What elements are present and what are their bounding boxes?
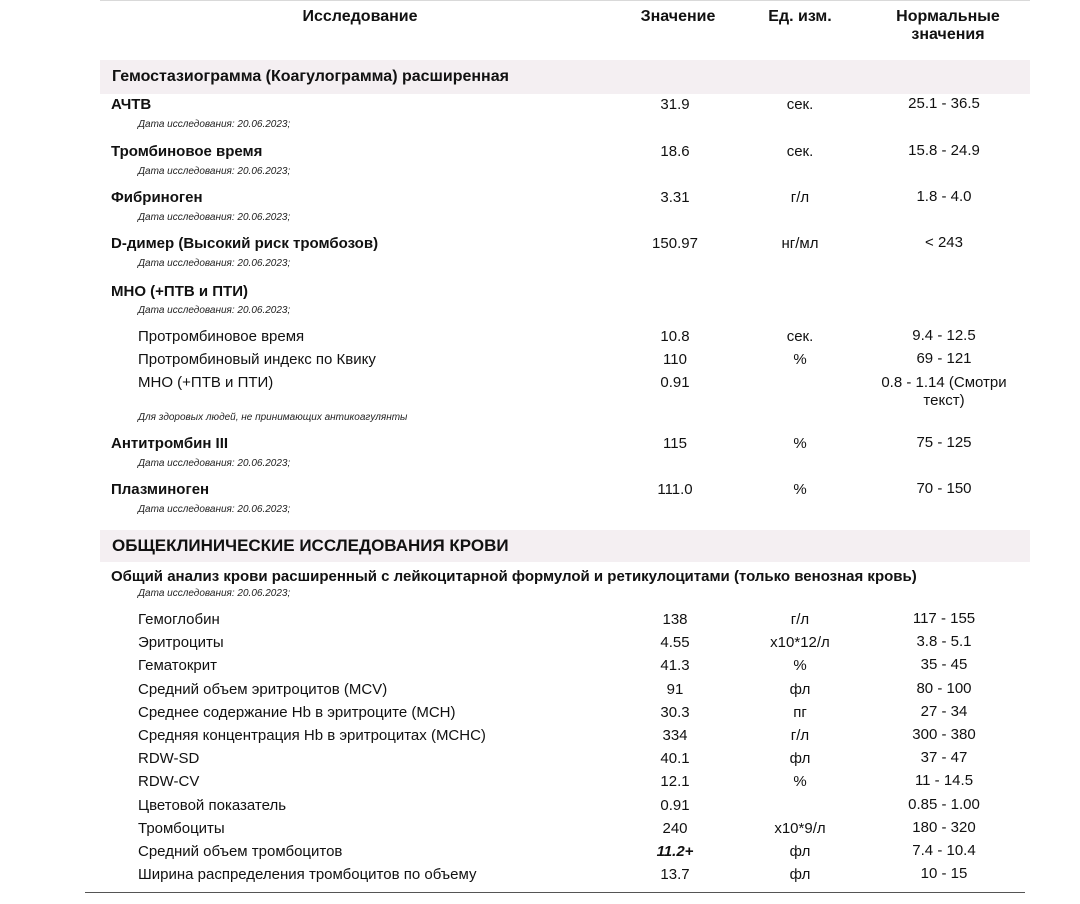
test-value: 10.8: [660, 328, 690, 345]
table-row: [0, 350, 1080, 370]
test-name: RDW-CV: [138, 773, 200, 790]
test-norm: 15.8 - 24.9: [908, 142, 980, 159]
table-row: [0, 610, 1080, 630]
test-unit: %: [793, 657, 807, 674]
study-date: Дата исследования: 20.06.2023;: [138, 258, 291, 269]
table-row: [0, 234, 1080, 254]
test-unit: %: [793, 773, 807, 790]
test-norm: 10 - 15: [920, 865, 968, 882]
column-header-unit: Ед. изм.: [768, 8, 832, 25]
test-value: 111.0: [657, 481, 693, 498]
test-unit: сек.: [786, 96, 814, 113]
test-norm: 35 - 45: [920, 656, 968, 673]
reference-note: Для здоровых людей, не принимающих антикоагулянты: [138, 412, 408, 423]
test-norm: 70 - 150: [916, 480, 972, 497]
test-norm: 180 - 320: [912, 819, 976, 836]
test-norm: 3.8 - 5.1: [916, 633, 972, 650]
test-norm: 1.8 - 4.0: [916, 188, 972, 205]
test-norm: 9.4 - 12.5: [912, 327, 976, 344]
test-value: 240: [662, 820, 688, 837]
test-value: 0.91: [660, 797, 690, 814]
table-row: [0, 772, 1080, 792]
table-row: [0, 95, 1080, 115]
test-value: 18.6: [660, 143, 690, 160]
test-value: 110: [663, 351, 687, 368]
test-unit: г/л: [790, 189, 810, 206]
table-row: [0, 142, 1080, 162]
table-row: [0, 188, 1080, 208]
test-norm: 37 - 47: [920, 749, 968, 766]
table-row: [0, 865, 1080, 885]
test-value: 31.9: [660, 96, 690, 113]
test-value: 4.55: [660, 634, 690, 651]
test-unit: сек.: [786, 143, 814, 160]
test-value: 41.3: [660, 657, 690, 674]
test-norm: 7.4 - 10.4: [912, 842, 976, 859]
table-row: [0, 633, 1080, 653]
test-name: Гематокрит: [138, 657, 217, 674]
test-unit: фл: [789, 866, 811, 883]
test-name: Антитромбин III: [111, 435, 229, 452]
test-norm: 75 - 125: [916, 434, 972, 451]
section-band-coagulogram: [100, 60, 1030, 94]
test-unit: %: [793, 481, 807, 498]
test-norm: 25.1 - 36.5: [908, 95, 980, 112]
test-norm: 27 - 34: [920, 703, 968, 720]
study-date: Дата исследования: 20.06.2023;: [138, 212, 291, 223]
table-row: [0, 373, 1080, 409]
table-row: [0, 703, 1080, 723]
test-name: Средняя концентрация Hb в эритроцитах (MCHC): [138, 727, 486, 744]
test-value: 40.1: [660, 750, 690, 767]
test-name: D-димер (Высокий риск тромбозов): [111, 235, 379, 252]
table-row: [0, 680, 1080, 700]
test-unit: пг: [793, 704, 807, 721]
test-unit: х10*12/л: [770, 634, 830, 651]
table-row: [0, 480, 1080, 500]
table-row: [0, 327, 1080, 347]
test-value: 138: [662, 611, 688, 628]
study-date: Дата исследования: 20.06.2023;: [138, 588, 291, 599]
test-name: Протромбиновый индекс по Квику: [138, 351, 376, 368]
test-unit: г/л: [790, 611, 810, 628]
test-value: 12.1: [660, 773, 690, 790]
section-title: Гемостазиограмма (Коагулограмма) расширенная: [112, 68, 509, 85]
test-unit: %: [793, 351, 807, 368]
test-unit: фл: [789, 750, 811, 767]
table-row: [0, 282, 1080, 302]
test-name: Среднее содержание Hb в эритроците (MCH): [138, 704, 456, 721]
test-name: Цветовой показатель: [138, 797, 287, 814]
section-band-blood-tests: [100, 530, 1030, 562]
test-unit: фл: [789, 843, 811, 860]
test-name: Тромбиновое время: [111, 143, 263, 160]
test-value: 334: [662, 727, 688, 744]
study-date: Дата исследования: 20.06.2023;: [138, 305, 291, 316]
test-name: АЧТВ: [111, 96, 152, 113]
table-row: [0, 749, 1080, 769]
test-name: МНО (+ПТВ и ПТИ): [138, 374, 274, 391]
study-date: Дата исследования: 20.06.2023;: [138, 119, 291, 130]
test-name: Ширина распределения тромбоцитов по объему: [138, 866, 477, 883]
test-name: Протромбиновое время: [138, 328, 305, 345]
test-unit: нг/мл: [781, 235, 819, 252]
test-unit: г/л: [790, 727, 810, 744]
test-norm: 0.8 - 1.14 (Смотри текст): [881, 374, 1007, 409]
test-name: Фибриноген: [111, 189, 203, 206]
test-unit: фл: [789, 681, 811, 698]
test-norm: < 243: [925, 234, 963, 251]
test-value: 30.3: [660, 704, 690, 721]
test-name: RDW-SD: [138, 750, 200, 767]
test-value: 13.7: [660, 866, 690, 883]
test-norm: 11 - 14.5: [914, 772, 974, 789]
table-row: [0, 819, 1080, 839]
test-value: 11.2+: [656, 843, 694, 860]
study-date: Дата исследования: 20.06.2023;: [138, 458, 291, 469]
study-date: Дата исследования: 20.06.2023;: [138, 504, 291, 515]
test-group-name: МНО (+ПТВ и ПТИ): [111, 283, 248, 300]
section-title: ОБЩЕКЛИНИЧЕСКИЕ ИССЛЕДОВАНИЯ КРОВИ: [112, 536, 509, 555]
test-norm: 0.85 - 1.00: [908, 796, 980, 813]
table-row: [0, 726, 1080, 746]
test-name: Средний объем эритроцитов (MCV): [138, 681, 388, 698]
table-row: [0, 842, 1080, 862]
test-value: 150.97: [652, 235, 698, 252]
column-header-norm: Нормальные значения: [896, 8, 1000, 43]
test-norm: 80 - 100: [916, 680, 972, 697]
test-name: Эритроциты: [138, 634, 224, 651]
column-header-name: Исследование: [302, 8, 418, 25]
test-norm: 69 - 121: [916, 350, 972, 367]
table-row: [0, 656, 1080, 676]
test-name: Гемоглобин: [138, 611, 220, 628]
top-rule: [100, 0, 1030, 1]
test-name: Тромбоциты: [138, 820, 225, 837]
test-value: 3.31: [660, 189, 690, 206]
table-row: [0, 796, 1080, 816]
table-row: [0, 434, 1080, 454]
test-value: 0.91: [660, 374, 690, 391]
test-name: Плазминоген: [111, 481, 210, 498]
test-norm: 117 - 155: [912, 610, 976, 627]
test-value: 91: [666, 681, 684, 698]
test-unit: сек.: [786, 328, 814, 345]
test-value: 115: [663, 435, 687, 452]
test-unit: %: [793, 435, 807, 452]
test-name: Средний объем тромбоцитов: [138, 843, 343, 860]
study-date: Дата исследования: 20.06.2023;: [138, 166, 291, 177]
bottom-rule: [85, 892, 1025, 893]
cbc-title: Общий анализ крови расширенный с лейкоцитарной формулой и ретикулоцитами (только венозная кровь): [111, 568, 917, 585]
column-header-value: Значение: [640, 8, 716, 25]
test-unit: х10*9/л: [774, 820, 826, 837]
test-norm: 300 - 380: [912, 726, 976, 743]
